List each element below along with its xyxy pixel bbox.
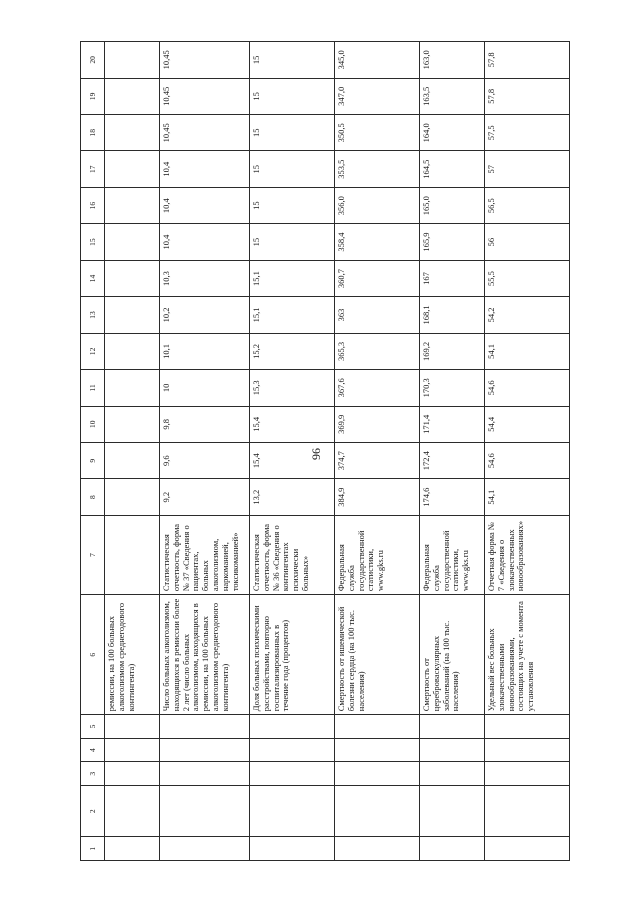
data-source: Статистическая отчетность, форма № 37 «Сведения о пациентах, больных алкоголизмом, наркоманией, токсикоманией» [160, 515, 250, 594]
empty-cell [335, 762, 420, 786]
column-number: 20 [81, 42, 105, 79]
column-number-row [81, 42, 105, 861]
value-cell: 10,4 [160, 151, 250, 187]
value-cell: 15,4 [250, 406, 335, 442]
value-cell: 358,4 [335, 224, 420, 260]
indicators-table [80, 41, 570, 861]
empty-cell [105, 785, 160, 836]
column-number: 14 [81, 260, 105, 296]
table-row [485, 42, 570, 861]
value-cell: 10,45 [160, 78, 250, 114]
empty-cell [250, 715, 335, 739]
indicator-name: Доля больных психическими расстройствами, повторно госпитализированных в течение года (процентов) [250, 595, 335, 715]
table-body [105, 42, 570, 861]
value-cell: 57 [485, 151, 570, 187]
empty-cell [485, 715, 570, 739]
value-cell [105, 187, 160, 223]
value-cell [105, 78, 160, 114]
empty-cell [335, 715, 420, 739]
value-cell: 15,3 [250, 370, 335, 406]
value-cell: 374,7 [335, 442, 420, 478]
value-cell: 54,6 [485, 442, 570, 478]
empty-cell [160, 837, 250, 861]
value-cell: 172,4 [420, 442, 485, 478]
data-source: Статистическая отчетность, форма № 36 «Сведения о контингентах психически больных» [250, 515, 335, 594]
empty-cell [160, 715, 250, 739]
value-cell: 13,2 [250, 479, 335, 515]
column-number: 1 [81, 837, 105, 861]
empty-cell [485, 762, 570, 786]
value-cell: 9,6 [160, 442, 250, 478]
empty-cell [485, 837, 570, 861]
value-cell: 10,45 [160, 115, 250, 151]
data-source [105, 515, 160, 594]
value-cell: 15,1 [250, 260, 335, 296]
value-cell [105, 151, 160, 187]
value-cell: 57,5 [485, 115, 570, 151]
value-cell: 10,4 [160, 224, 250, 260]
value-cell: 57,8 [485, 78, 570, 114]
data-source: Федеральная служба государственной статистики, www.gks.ru [335, 515, 420, 594]
table-row [335, 42, 420, 861]
value-cell [105, 297, 160, 333]
indicator-name: Удельный вес больных злокачественными новообразованиями, состоящих на учете с момента установления [485, 595, 570, 715]
value-cell: 164,0 [420, 115, 485, 151]
value-cell: 369,9 [335, 406, 420, 442]
empty-cell [160, 762, 250, 786]
value-cell: 56,5 [485, 187, 570, 223]
value-cell: 163,0 [420, 42, 485, 79]
table-container [80, 41, 534, 861]
value-cell [105, 224, 160, 260]
value-cell: 10,2 [160, 297, 250, 333]
value-cell: 15,1 [250, 297, 335, 333]
column-number: 16 [81, 187, 105, 223]
value-cell [105, 406, 160, 442]
empty-cell [160, 785, 250, 836]
value-cell: 15 [250, 115, 335, 151]
page-number: 96 [309, 448, 323, 460]
indicator-name: Смертность от ишемической болезни сердца (на 100 тыс. населения) [335, 595, 420, 715]
column-number: 11 [81, 370, 105, 406]
empty-cell [250, 785, 335, 836]
value-cell: 363 [335, 297, 420, 333]
column-number: 6 [81, 595, 105, 715]
empty-cell [250, 762, 335, 786]
value-cell: 345,0 [335, 42, 420, 79]
indicator-name: Смертность от цереброваскулярных заболеваний (на 100 тыс. населения) [420, 595, 485, 715]
value-cell: 15 [250, 78, 335, 114]
empty-cell [420, 738, 485, 762]
value-cell: 169,2 [420, 333, 485, 369]
value-cell: 360,7 [335, 260, 420, 296]
table-row [250, 42, 335, 861]
value-cell [105, 442, 160, 478]
value-cell [105, 260, 160, 296]
indicator-name: Число больных алкоголизмом, находящихся в ремиссии более 2 лет (число больных алкоголизмом, находящихся в ремиссии, на 100 больных алкоголизмом среднегодового контингента) [160, 595, 250, 715]
empty-cell [420, 785, 485, 836]
value-cell: 10,3 [160, 260, 250, 296]
empty-cell [250, 738, 335, 762]
value-cell: 57,8 [485, 42, 570, 79]
value-cell: 55,5 [485, 260, 570, 296]
table-row [160, 42, 250, 861]
value-cell [105, 370, 160, 406]
value-cell: 167 [420, 260, 485, 296]
column-number: 18 [81, 115, 105, 151]
empty-cell [420, 837, 485, 861]
value-cell: 15,4 [250, 442, 335, 478]
column-number: 4 [81, 738, 105, 762]
value-cell: 54,2 [485, 297, 570, 333]
value-cell: 168,1 [420, 297, 485, 333]
table-row [420, 42, 485, 861]
column-number: 10 [81, 406, 105, 442]
value-cell: 384,9 [335, 479, 420, 515]
value-cell [105, 479, 160, 515]
empty-cell [105, 738, 160, 762]
column-number: 9 [81, 442, 105, 478]
value-cell: 367,6 [335, 370, 420, 406]
value-cell: 165,0 [420, 187, 485, 223]
value-cell: 165,9 [420, 224, 485, 260]
column-number: 3 [81, 762, 105, 786]
empty-cell [105, 837, 160, 861]
value-cell: 170,3 [420, 370, 485, 406]
empty-cell [335, 738, 420, 762]
column-number: 2 [81, 785, 105, 836]
value-cell: 10 [160, 370, 250, 406]
value-cell: 15,2 [250, 333, 335, 369]
empty-cell [420, 715, 485, 739]
value-cell: 171,4 [420, 406, 485, 442]
value-cell: 350,5 [335, 115, 420, 151]
empty-cell [485, 785, 570, 836]
value-cell: 10,4 [160, 187, 250, 223]
value-cell: 9,2 [160, 479, 250, 515]
value-cell: 54,1 [485, 333, 570, 369]
value-cell: 15 [250, 151, 335, 187]
column-number: 5 [81, 715, 105, 739]
value-cell: 163,5 [420, 78, 485, 114]
empty-cell [420, 762, 485, 786]
value-cell: 9,8 [160, 406, 250, 442]
empty-cell [105, 762, 160, 786]
column-number: 8 [81, 479, 105, 515]
column-number: 13 [81, 297, 105, 333]
value-cell: 15 [250, 224, 335, 260]
value-cell: 54,6 [485, 370, 570, 406]
column-number: 15 [81, 224, 105, 260]
empty-cell [335, 837, 420, 861]
value-cell: 174,6 [420, 479, 485, 515]
value-cell: 15 [250, 42, 335, 79]
column-number: 12 [81, 333, 105, 369]
value-cell: 353,5 [335, 151, 420, 187]
data-source: Отчетная форма № 7 «Сведения о злокачественных новообразованиях» [485, 515, 570, 594]
value-cell [105, 42, 160, 79]
empty-cell [160, 738, 250, 762]
empty-cell [335, 785, 420, 836]
value-cell: 356,0 [335, 187, 420, 223]
empty-cell [485, 738, 570, 762]
column-number: 17 [81, 151, 105, 187]
value-cell: 164,5 [420, 151, 485, 187]
column-number: 19 [81, 78, 105, 114]
column-number: 7 [81, 515, 105, 594]
value-cell: 365,3 [335, 333, 420, 369]
empty-cell [250, 837, 335, 861]
value-cell: 347,0 [335, 78, 420, 114]
value-cell: 15 [250, 187, 335, 223]
value-cell: 10,1 [160, 333, 250, 369]
indicator-name: ремиссии, на 100 больных алкоголизмом среднегодового контингента) [105, 595, 160, 715]
value-cell: 56 [485, 224, 570, 260]
table-row [105, 42, 160, 861]
empty-cell [105, 715, 160, 739]
value-cell: 10,45 [160, 42, 250, 79]
data-source: Федеральная служба государственной статистики, www.gks.ru [420, 515, 485, 594]
value-cell [105, 333, 160, 369]
value-cell: 54,1 [485, 479, 570, 515]
value-cell [105, 115, 160, 151]
value-cell: 54,4 [485, 406, 570, 442]
